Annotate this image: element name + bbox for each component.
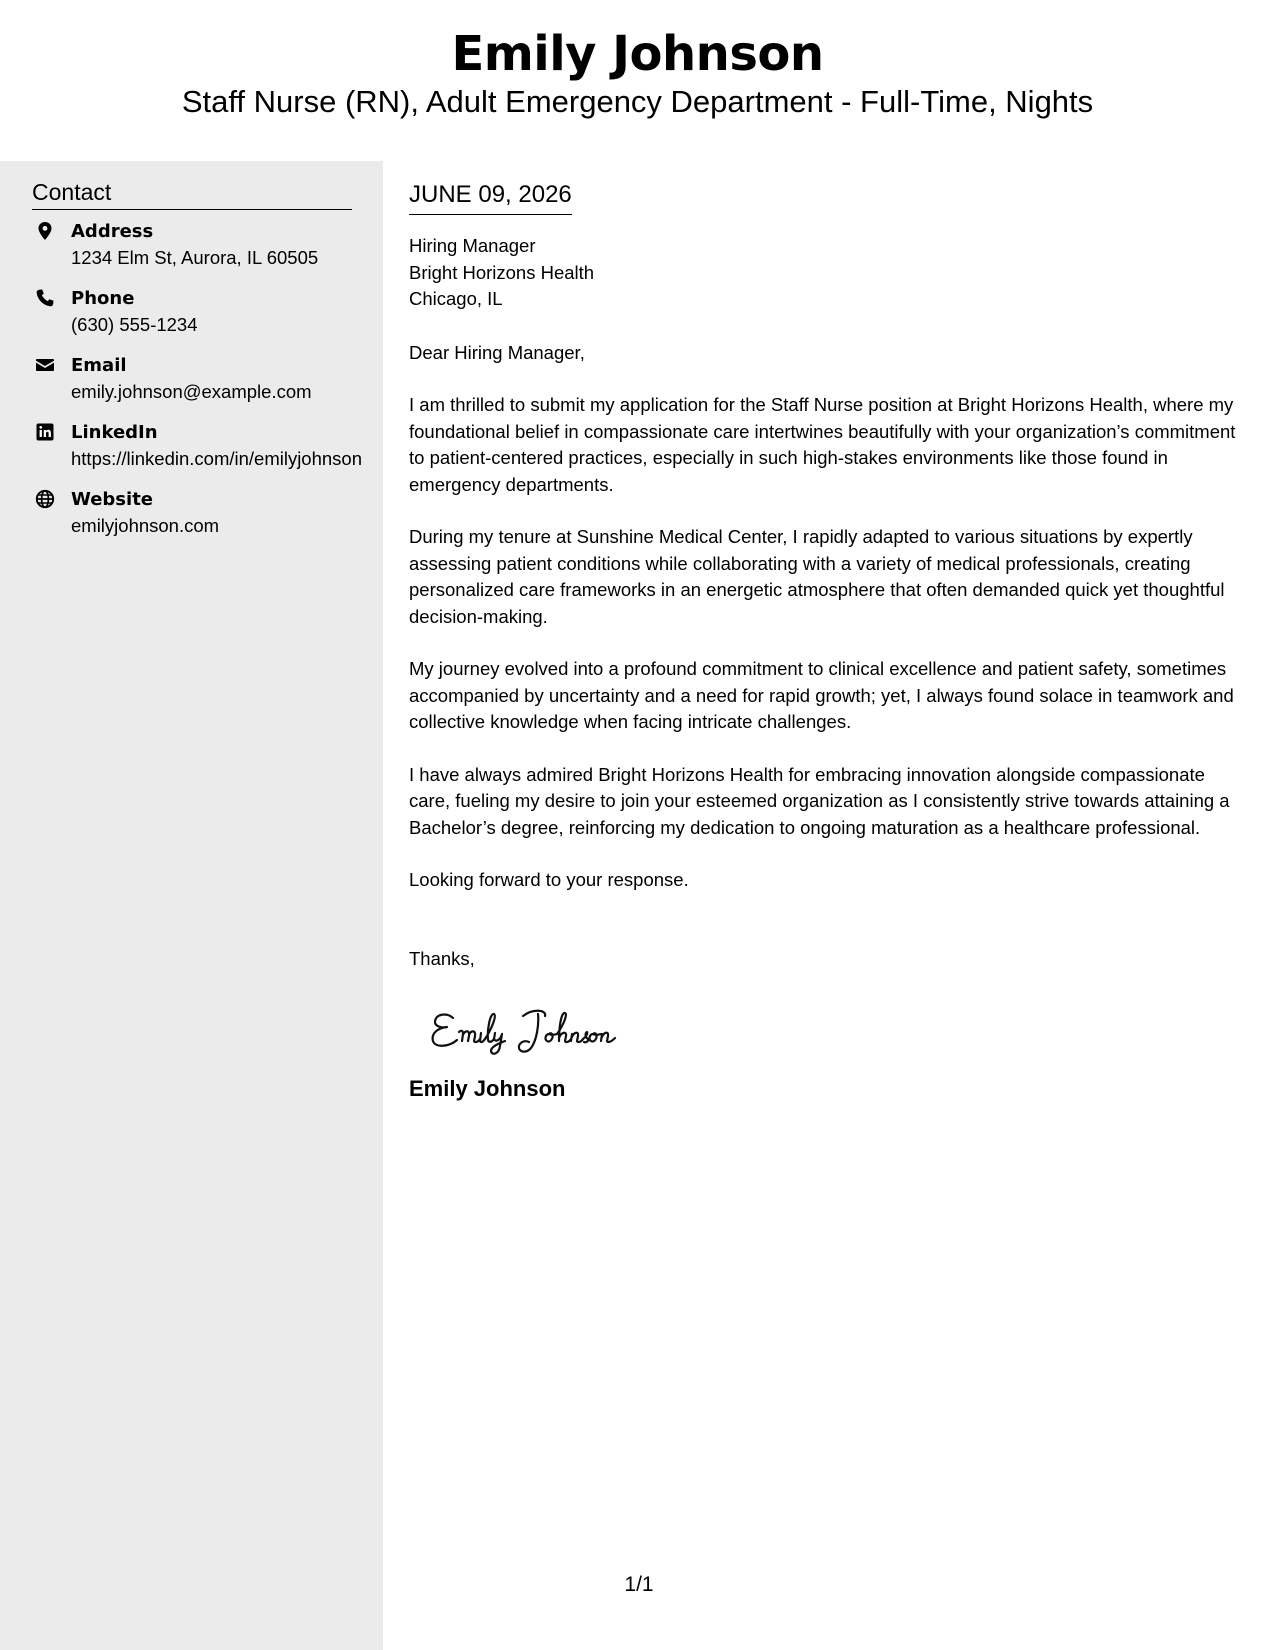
contact-label: Email xyxy=(71,355,127,376)
contact-list xyxy=(32,219,362,554)
page-number: 1/1 xyxy=(624,1573,654,1596)
letter-date: JUNE 09, 2026 xyxy=(409,180,572,215)
body-paragraph: During my tenure at Sunshine Medical Center, I rapidly adapted to various situations by expertly assessing patient conditions while collaborating with a variety of medical professionals, creating personalized care frameworks in an energetic atmosphere that often demanded quick yet thoughtful decision-making. xyxy=(409,526,1225,627)
contact-heading: Contact xyxy=(32,177,352,210)
contact-label: LinkedIn xyxy=(71,422,158,443)
contact-value: 1234 Elm St, Aurora, IL 60505 xyxy=(71,247,319,268)
contact-item-address xyxy=(32,219,362,270)
contact-item-linkedin xyxy=(32,420,362,471)
contact-item-phone xyxy=(32,286,362,337)
globe-icon xyxy=(35,489,55,509)
salutation: Dear Hiring Manager, xyxy=(409,341,585,363)
closing: Thanks, xyxy=(409,947,475,969)
contact-label: Website xyxy=(71,489,154,510)
envelope-icon xyxy=(35,355,55,375)
body-paragraph: I have always admired Bright Horizons Health for embracing innovation alongside compassionate care, fueling my desire to join your esteemed organization as I consistently strive towards attaining a Bachelor’s degree, reinforcing my dedication to ongoing maturation as a healthcare professional. xyxy=(409,763,1230,838)
body-paragraph: Looking forward to your response. xyxy=(409,869,689,890)
recipient-line: Bright Horizons Health xyxy=(409,261,595,283)
body-paragraph: I am thrilled to submit my application for the Staff Nurse position at Bright Horizons Health, where my foundational belief in compassionate care intertwines beautifully with your organization’s commitment to patient-centered practices, especially in such high-stakes environments like those found in emergency departments. xyxy=(409,394,1236,495)
handwritten-signature xyxy=(425,1000,665,1060)
contact-item-website xyxy=(32,487,362,538)
letter-body xyxy=(409,161,1249,1104)
recipient-line: Chicago, IL xyxy=(409,288,503,309)
linkedin-icon xyxy=(35,422,55,442)
signer-name: Emily Johnson xyxy=(409,1076,566,1101)
map-pin-icon xyxy=(35,221,55,241)
recipient-block xyxy=(409,233,1249,313)
contact-value: emilyjohnson.com xyxy=(71,515,220,536)
contact-value: emily.johnson@example.com xyxy=(71,381,312,402)
applicant-name: Emily Johnson xyxy=(451,26,824,82)
phone-icon xyxy=(35,288,55,308)
contact-label: Address xyxy=(71,221,154,242)
contact-value: (630) 555-1234 xyxy=(71,314,198,335)
letter-header xyxy=(0,0,1275,160)
contact-value: https://linkedin.com/in/emilyjohnson xyxy=(71,448,363,469)
contact-sidebar xyxy=(0,161,383,1650)
job-title: Staff Nurse (RN), Adult Emergency Department - Full-Time, Nights xyxy=(181,84,1094,119)
body-paragraph: My journey evolved into a profound commitment to clinical excellence and patient safety, sometimes accompanied by uncertainty and a need for rapid growth; yet, I always found solace in teamwork and collective knowledge when facing intricate challenges. xyxy=(409,658,1234,732)
contact-label: Phone xyxy=(71,288,135,309)
contact-item-email xyxy=(32,353,362,404)
recipient-line: Hiring Manager xyxy=(409,235,536,256)
